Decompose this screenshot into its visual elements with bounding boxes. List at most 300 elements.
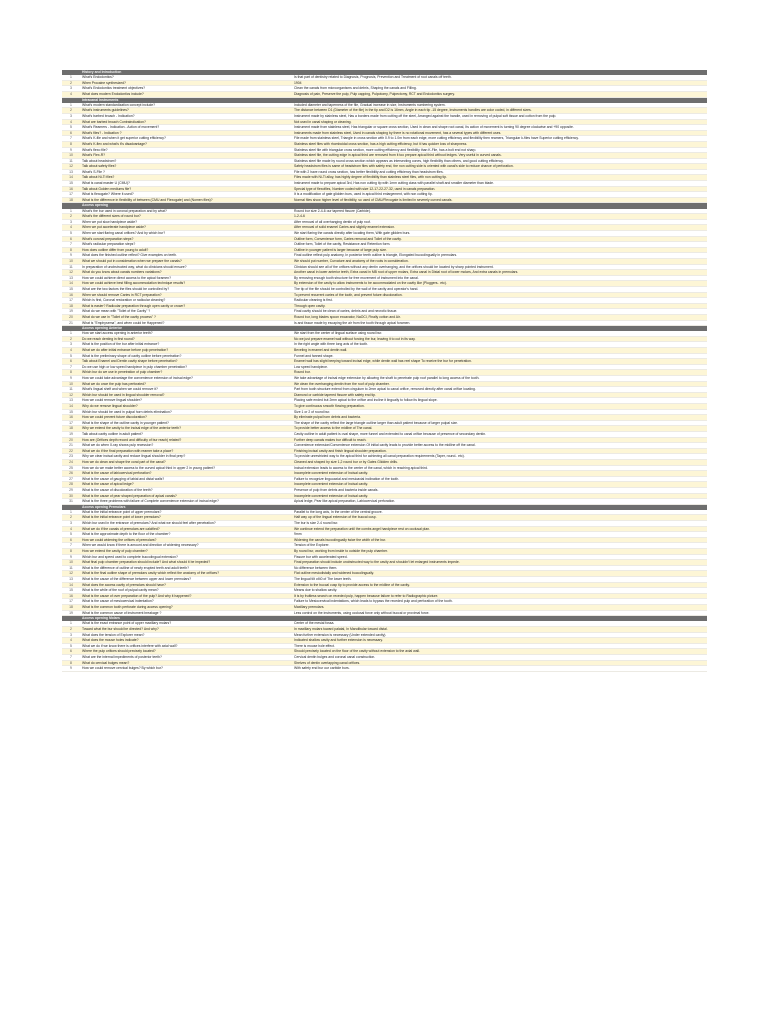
question-cell: What does the finished outline reflect? Give examples on teeth.: [82, 253, 177, 258]
row-number: 13: [69, 577, 73, 581]
answer-cell: Further deep canals makes bur difficult to reach.: [294, 437, 367, 442]
question-cell: How we could achieve direct access to the apical foramen?: [82, 275, 171, 280]
row-number: 5: [70, 231, 72, 235]
question-cell: What do cervical bulges mean?: [82, 660, 130, 665]
row-number: 15: [69, 286, 73, 291]
answer-cell: File with 2 have round cross section, has better flexibility and cutting efficiency than headstrom files.: [294, 169, 444, 174]
answer-cell: We start flaring the canals directly after locating them, With gate glidden burs.: [294, 231, 411, 235]
question-cell: Which is first, Coronal restoration or radicular cleaning?: [82, 298, 166, 303]
question-cell: How are (Orifices depth record and difficulty of bur reach) related?: [82, 437, 182, 442]
answer-cell: Convenience extension/Convenience extension Of initial cavity leads to provide better access to the midline off the canal.: [294, 443, 476, 448]
row-number: 14: [69, 175, 73, 180]
question-cell: In preparation of unobstructed way, what do clinicians should ensure?: [82, 264, 187, 269]
row-number: 23: [69, 454, 73, 459]
answer-cell: After removal of all overhanging dentin of pulp roof.: [294, 219, 371, 224]
row-number: 3: [70, 86, 72, 91]
answer-cell: Round bur, long blades spoon excavator, NaOCl, Finally cotton and Air.: [294, 314, 401, 319]
answer-cell: By round bur, working from inside to outside the pulp chamber.: [294, 549, 388, 554]
question-cell: Talk about Golden mediums file?: [82, 186, 132, 191]
row-number: 8: [70, 247, 72, 252]
row-number: 2: [70, 626, 72, 631]
question-cell: What is "Emphysema", and when could be Happened?: [82, 320, 165, 325]
section-title: History and Introduction: [82, 70, 122, 74]
row-number: 20: [69, 437, 73, 442]
row-number: 16: [69, 186, 73, 191]
answer-cell: Final outline reflect pulp anatomy, In posterior teeth outline is triangle, Elongated buccolingually in premolars.: [294, 253, 458, 258]
answer-cell: Indicated shallow cavity and further extension is necessary.: [294, 638, 383, 643]
question-cell: What's K-flex and what's it's disadvantage?: [82, 141, 147, 146]
row-number: 6: [70, 537, 72, 542]
question-cell: What is the shape of the outline cavity in younger patient?: [82, 420, 169, 425]
question-cell: What is the common tooth perforate during access opening?: [82, 604, 173, 609]
answer-cell: Stainless steel file made by round cross section which appears as intersecting cones, high flexibility than others, and good cutting efficiency.: [294, 158, 504, 163]
row-number: 5: [70, 532, 72, 537]
answer-cell: Final cavity should be clean of caries, debris and and necrotic tissue.: [294, 309, 398, 314]
answer-cell: Center of the mesial fossa.: [294, 621, 335, 626]
answer-cell: Clean the canals from microorganisms and debris, Shaping the canals and Filling.: [294, 86, 417, 91]
answer-cell: Low speed handpiece.: [294, 364, 328, 369]
answer-cell: Is that part of dentistry related to Diagnosis, Prognosis, Prevention and Treatment of root canals off teeth.: [294, 75, 452, 80]
row-number: 14: [69, 582, 73, 587]
question-cell: Which bur used in the entrance of premolars? And what we should feel after penetration?: [82, 521, 216, 526]
answer-cell: With safety end bur our carbide burs.: [294, 666, 350, 671]
row-number: 8: [70, 660, 72, 665]
row-number: 7: [70, 364, 72, 369]
question-cell: When we put slow handpiece aside?: [82, 219, 138, 224]
answer-cell: Stainless steel file, the cutting edge in apical third are removed from it too prepare apical third without ledges. Very useful in curved canals.: [294, 153, 502, 158]
row-number: 10: [69, 381, 73, 386]
qa-sheet: [62, 70, 707, 672]
row-number: 2: [70, 336, 72, 341]
row-number: 6: [70, 236, 72, 241]
answer-cell: Instrument made by stainless steel, Has a borders made from cutting off the steel, Arranged against the handle, used in removing of pulpal soft tissue and cotton from the pulp.: [294, 113, 557, 118]
row-number: 3: [70, 113, 72, 118]
row-number: 7: [70, 136, 72, 141]
answer-cell: No we just prepare enamel wall without forcing the bur, leaving it to cut in its way.: [294, 336, 416, 341]
question-cell: When we would know if there is amount and direction of widening necessary?: [82, 543, 199, 548]
row-number: 14: [69, 281, 73, 286]
question-cell: Where the pulp orifices should precisely located?: [82, 649, 156, 654]
answer-cell: Instrument made from stainless steel, Has triangular or square cross section, Used in clean and shape root canal, Its action of movement is turning 90 degree clockwise and +90 opposite.: [294, 125, 574, 130]
question-cell: What's flexo file?: [82, 147, 108, 152]
section-title: Access opening: [82, 203, 109, 208]
question-cell: What is canal master U (CMU)?: [82, 181, 130, 186]
row-number: 18: [69, 197, 73, 202]
row-number: 12: [69, 164, 73, 169]
question-cell: What is the cause of labiocervical perforation?: [82, 471, 152, 476]
answer-cell: To prevent recurrent caries of the tooth, and prevent future discoloration.: [294, 292, 403, 297]
answer-cell: Widening the canals buccolingually twice the width of the bur.: [294, 537, 386, 542]
question-cell: How we could remove cervical bulges? By which bur?: [82, 666, 163, 671]
row-number: 5: [70, 125, 72, 130]
question-cell: What's the different sizes of round bur?: [82, 214, 141, 219]
question-cell: What we do once the pulp has perforated?: [82, 381, 146, 386]
answer-cell: Less control on the instruments, using occlusal force only without buccal or proximal force.: [294, 610, 430, 615]
row-number: 26: [69, 471, 73, 476]
answer-cell: Not used in canal shaping or cleaning.: [294, 119, 352, 124]
row-number: 5: [70, 643, 72, 648]
question-cell: What are barbed broach Contraindication?: [82, 119, 146, 124]
question-cell: Which bur do we use in penetration of pulp chamber?: [82, 370, 163, 375]
answer-cell: Maxillary premolars.: [294, 604, 325, 609]
row-number: 18: [69, 303, 73, 308]
answer-cell: Diagnosis of pain, Preserve the pulp, Pulp capping, Pulpotomy, Pulpectomy, RCT and Endodontics surgery.: [294, 91, 455, 96]
question-cell: How we could take advantage the convenience extension of incisal edge?: [82, 376, 193, 381]
answer-cell: Size 1 or 2 of round bur.: [294, 409, 331, 414]
answer-cell: Instrument made to prepare apical 3rd, Has non cutting tip with 1mm cutting class with parallel shaft and smaller diameter than blade.: [294, 181, 494, 186]
row-number: 13: [69, 169, 73, 174]
answer-cell: 1904: [294, 80, 302, 85]
row-number: 30: [69, 493, 73, 498]
question-cell: Which bur should be used in lingual shoulder removal?: [82, 392, 165, 397]
question-cell: What is the cause of apical ledge?: [82, 482, 134, 487]
row-number: 15: [69, 588, 73, 593]
question-cell: What is the cause of discoloration of the teeth?: [82, 487, 153, 492]
row-number: 11: [69, 158, 73, 163]
question-cell: Talk about cavity outline in adult patient?: [82, 431, 143, 436]
answer-cell: Half way up of the lingual extension of the buccal cusp.: [294, 515, 377, 520]
row-number: 4: [70, 225, 72, 230]
section-title: Intracanal Instruments: [82, 97, 119, 102]
question-cell: What is flexogate? Where it used?: [82, 192, 134, 197]
answer-cell: Extension to the buccal cusp tip to provide access to the midline of the cavity.: [294, 582, 410, 587]
row-number: 1: [70, 102, 72, 107]
question-cell: What does the mouse holes indicate?: [82, 638, 139, 643]
row-number: 13: [69, 398, 73, 403]
row-number: 21: [69, 320, 73, 325]
question-cell: What's S-File ?: [82, 169, 105, 174]
answer-cell: Incomplete convenient extension of Incisal cavity.: [294, 493, 369, 498]
answer-cell: Tension of the Explorer.: [294, 543, 330, 548]
answer-cell: It is a modification of gate glidden burs, used in apical third enlargement, with non cutting tip.: [294, 192, 433, 197]
question-cell: What is the exact entrance point of upper maxillary molars?: [82, 621, 172, 626]
row-number: 10: [69, 560, 73, 565]
question-cell: What do we mean with "Toilet of the Cavity" ?: [82, 309, 151, 314]
question-cell: What's Reamers - Indication - Action of movement?: [82, 125, 160, 130]
question-cell: What's Flex-R?: [82, 153, 106, 158]
question-cell: What's Endodontics treatment objectives?: [82, 86, 146, 91]
section-title: Access opening Anterior: [82, 326, 123, 331]
question-cell: What do you know about canals numbers variations?: [82, 270, 162, 275]
question-cell: What we do if we know there is orifices interfere with axial wall?: [82, 643, 178, 648]
row-number: 29: [69, 487, 73, 492]
answer-cell: Fissure bur with accelerated speed.: [294, 554, 348, 559]
question-cell: What is the difference in flexibility of between (CMU and Flexogate) and (Nomen files)?: [82, 197, 213, 202]
answer-cell: There is mouse hole effect.: [294, 643, 335, 648]
row-number: 6: [70, 649, 72, 654]
question-cell: Which bur should be used in pulpal horn debris elimination?: [82, 409, 172, 414]
answer-cell: The bur is size 2-4 round bur.: [294, 521, 339, 526]
answer-cell: Failure to recognize linguoaxial and mesioaxial inclination of the tooth.: [294, 476, 400, 481]
question-cell: What is the while of the roof of pulpal cavity mean?: [82, 588, 159, 593]
question-cell: Do we reach denting in first round?: [82, 336, 135, 341]
row-number: 9: [70, 147, 72, 152]
question-cell: How we extend the cavity of pulp chamber?: [82, 549, 148, 554]
answer-cell: The tip of the file should be controlled by the wall of the cavity and operator's hand.: [294, 286, 419, 291]
answer-cell: 1-2-4-6: [294, 214, 305, 219]
row-number: 2: [70, 80, 72, 85]
question-cell: When we put accelerate handpiece aside?: [82, 225, 146, 230]
row-number: 1: [70, 331, 72, 336]
answer-cell: Should precisely located on the floor of the cavity without extension to the axial wall.: [294, 649, 420, 654]
row-number: 4: [70, 348, 72, 353]
answer-cell: Another canal in lower anterior teeth, Extra canal in MB root of upper molars, Extra canal in Distal root of lower molars, And extra canals in premolars.: [294, 270, 519, 275]
answer-cell: To provide better access to the midline of The canal.: [294, 426, 373, 431]
answer-cell: Stainless steel files with rhomboidal cross section, has a high cutting efficiency, but it has quicker loss of sharpness.: [294, 141, 468, 146]
answer-cell: Placing safe ended but 2mm apical to the orifice and incline it lingually to follow its lingual slope.: [294, 398, 438, 403]
question-cell: What is the three problems with failure of Complete convenience extension of incisal edge?: [82, 499, 219, 504]
answer-cell: Beveling in enamel and dentin wall.: [294, 348, 348, 353]
row-number: 10: [69, 153, 73, 158]
answer-cell: Means due to shallow cavity.: [294, 588, 338, 593]
answer-cell: No difference between them.: [294, 565, 338, 570]
question-cell: What's coronal preparation steps?: [82, 236, 134, 241]
question-cell: What is the cause of pear shaped preparation of apical canals?: [82, 493, 177, 498]
row-number: 16: [69, 415, 73, 420]
row-number: 22: [69, 448, 73, 453]
row-number: 4: [70, 638, 72, 643]
row-number: 19: [69, 610, 73, 615]
question-cell: What are the two factors the files should be controlled by?: [82, 286, 170, 291]
question-cell: What we do if the final preparation with reamer take a place?: [82, 448, 174, 453]
row-number: 6: [70, 359, 72, 364]
row-number: 9: [70, 253, 72, 258]
answer-cell: To provide unrestricted way to the apical third for achieving all canal preparation requirements (Taper, round.. etc).: [294, 454, 465, 459]
question-cell: What is the initial entrance point of lower premolars?: [82, 515, 161, 520]
question-cell: What is the final outline shape of premolars cavity which reflect the anatomy of the orifices?: [82, 571, 220, 576]
row-number: 8: [70, 141, 72, 146]
question-cell: What is the cause of the difference between upper and lower premolars?: [82, 577, 192, 581]
row-number: 12: [69, 270, 73, 275]
question-cell: Talk about headstrom?: [82, 158, 117, 163]
row-number: 19: [69, 309, 73, 314]
answer-cell: Mean further extension is necessary (Under extended cavity).: [294, 632, 387, 637]
answer-cell: Outline in younger patient is larger because of large pulp size.: [294, 247, 387, 252]
row-number: 19: [69, 431, 73, 436]
answer-cell: File made from stainless steel, Triangle in cross section with 0.9 to 1.0m from each edge, more cutting efficiency and flexibility then reamers, Triangular k-files have Superior cutting efficiency.: [294, 136, 579, 141]
answer-cell: In the right angle with three long axis of the tooth.: [294, 342, 369, 347]
row-number: 6: [70, 130, 72, 135]
answer-cell: Round bur size 2-4-6 our tapered fissure (Carbide).: [294, 208, 371, 213]
question-cell: What we do when X-ray shows pulp recession?: [82, 443, 154, 448]
question-cell: How does outline differ from young to adult?: [82, 247, 149, 252]
row-number: 3: [70, 342, 72, 347]
row-number: 28: [69, 482, 73, 487]
answer-cell: It is by fruitless search on receded pulp, happen because failure to refer to Radiographic picture.: [294, 593, 439, 598]
section-title: Access opening Premolars: [82, 504, 126, 509]
row-number: 2: [70, 214, 72, 219]
question-cell: How we do we make better access to the curved apical third in upper 2 in young patient?: [82, 465, 216, 470]
row-number: 3: [70, 521, 72, 526]
row-number: 11: [69, 565, 73, 570]
row-number: 17: [69, 420, 73, 425]
question-cell: What is the position of the bur after initial entrance?: [82, 342, 160, 347]
question-cell: What is the difference of outline of newly erupted teeth and adult teeth?: [82, 565, 190, 570]
answer-cell: Normal files show higher level of flexibility, so used of CMU/Flexogate is limited in severely curved canals.: [294, 197, 453, 202]
row-number: 20: [69, 314, 73, 319]
question-cell: What we do if the canals of premolars are calcified?: [82, 526, 160, 531]
row-number: 9: [70, 376, 72, 381]
question-cell: How we could prevent future discoloration?: [82, 415, 147, 420]
question-cell: Talk about Ni-Ti files?: [82, 175, 115, 180]
row-number: 12: [69, 571, 73, 576]
question-cell: Which bur and speed used to complete buccolingual extension?: [82, 554, 178, 559]
question-cell: Why we extend the cavity to the incisal edge of the anterior teeth?: [82, 426, 181, 431]
row-number: 14: [69, 404, 73, 408]
answer-cell: We take advantage of incisal edge extension by allowing the shaft to penetrate pulp roof parallel to long access of the tooth.: [294, 376, 480, 381]
answer-cell: Incomplete convenient extension of Incisal cavity.: [294, 482, 369, 487]
question-cell: What's files? - Indication ?: [82, 130, 122, 135]
answer-cell: By eliminate pulpal horn debris and bacteria.: [294, 415, 361, 420]
answer-cell: Included diameter and taperness of the file, Gradual increase in size, Instruments numbering system.: [294, 102, 446, 107]
question-cell: What is the common cause of instrument breakage ?: [82, 610, 162, 615]
row-number: 17: [69, 298, 73, 303]
answer-cell: Incomplete convenient extension of Incisal cavity.: [294, 471, 369, 476]
row-number: 8: [70, 370, 72, 375]
question-cell: How we could achieve best filling accommodation technique results?: [82, 281, 186, 286]
answer-cell: Instruments made from stainless steel, Used in canals shaping by there is no rotational movement, has a several types with different uses.: [294, 130, 502, 135]
answer-cell: Special type of flexofiles, Number coded with size 12-17-22-27-32, used in canals preparation.: [294, 186, 436, 191]
answer-cell: We start from the center of lingual surface using round bur.: [294, 331, 383, 336]
row-number: 17: [69, 192, 73, 197]
answer-cell: Parallel to the long axis, In the center of the central groove.: [294, 509, 383, 514]
answer-cell: By removing enough tooth structure for free movement of instrument into the canal.: [294, 275, 419, 280]
question-cell: What's K-file and when it get superior cutting efficiency?: [82, 136, 166, 141]
question-cell: What is the approximate depth to the floor of the chamber?: [82, 532, 171, 537]
answer-cell: We clean the overhanging dentin from the roof of pulp chamber.: [294, 381, 390, 386]
answer-cell: Cleaned and shaped by size 1,2 round bur or by Gates Glidden drills.: [294, 459, 398, 464]
row-number: 16: [69, 593, 73, 598]
row-number: 4: [70, 91, 72, 96]
answer-cell: By extension of the cavity to allow instruments to be accommodated on the cavity like (Pluggers.. etc).: [294, 281, 447, 286]
answer-cell: Clinician should see all of the orifices without any dentin overhanging, and the orifices should be located by sharp pointed instrument.: [294, 264, 494, 269]
question-cell: What is the preliminary shape of cavity outline before penetration?: [82, 353, 182, 358]
row-number: 15: [69, 409, 73, 414]
answer-cell: Radicular cleaning is first.: [294, 298, 333, 303]
question-cell: What is the cause of mesiocervical indentation?: [82, 599, 154, 604]
answer-cell: The shape of the cavity reflect the large triangle outline larger than adult patient because of larger pulpal size.: [294, 420, 458, 425]
answer-cell: Safety headstrom files is same of headstrom files with safety end, the non cutting side is oriented with canal's side to reduce chance of perforation.: [294, 164, 514, 169]
question-cell: Why do we remove lingual shoulder?: [82, 404, 138, 408]
question-cell: How we could widening the orifices of premolars?: [82, 537, 157, 542]
answer-cell: Cervical dentin bulges and coronal canal construction.: [294, 654, 376, 659]
answer-cell: We should put number, Curvature and anatomy of the roots in consideration.: [294, 258, 409, 263]
answer-cell: Round bur.: [294, 370, 311, 375]
question-cell: When we start flaring canal orifices? And by which bur?: [82, 231, 166, 235]
answer-cell: We continue extend the preparation until the combs angel handpiece rest on occlusal plan.: [294, 526, 431, 531]
row-number: 10: [69, 258, 73, 263]
answer-cell: 9mm: [294, 532, 302, 537]
answer-cell: Part from tooth structure extend from cingulum to 2mm apical to canal orifice, removed directly after canal orifice locating.: [294, 387, 476, 392]
row-number: 2: [70, 515, 72, 520]
answer-cell: Outline form, Toilet of the cavity, Resistance and Retention form.: [294, 242, 391, 247]
answer-cell: Is and tissue made by escaping the air from the tooth through apical foramen.: [294, 320, 411, 325]
row-number: 11: [69, 264, 73, 269]
table-row: [62, 666, 707, 672]
question-cell: When we should remove Caries in RCT preparation?: [82, 292, 162, 297]
answer-cell: The lingual tilt of40 of The lower teeth.: [294, 577, 352, 581]
row-number: 9: [70, 666, 72, 671]
row-number: 16: [69, 292, 73, 297]
row-number: 15: [69, 181, 73, 186]
answer-cell: In maxillary molars toward palatal, In Mandibular toward distal.: [294, 626, 388, 631]
question-cell: What does the access cavity of premolars should have?: [82, 582, 166, 587]
question-cell: What does the tension of Explorer mean?: [82, 632, 145, 637]
row-number: 3: [70, 632, 72, 637]
question-cell: What do we use in "Toilet of the cavity process" ?: [82, 314, 156, 319]
row-number: 3: [70, 219, 72, 224]
answer-cell: Finishing incisal cavity and finish lingual shoulder preparation.: [294, 448, 387, 453]
question-cell: What we should put in consideration when we prepare the canals?: [82, 258, 182, 263]
row-number: 1: [70, 509, 72, 514]
row-number: 24: [69, 459, 73, 464]
question-cell: What we do after initial entrance before pulp penetration?: [82, 348, 169, 353]
question-cell: What are the internal impediments of posterior teeth?: [82, 654, 162, 659]
answer-cell: Enamel wall has slight beeping toward incisal edge, while dentin wall has reel shape To receive the bur for penetration.: [294, 359, 472, 364]
answer-cell: Flat outline mesiodistally and widened buccolingually.: [294, 571, 375, 576]
row-number: 25: [69, 465, 73, 470]
question-cell: What is the cause of over preparation of the pulp? And why it happened?: [82, 593, 192, 598]
row-number: 5: [70, 353, 72, 358]
row-number: 18: [69, 604, 73, 609]
row-number: 11: [69, 387, 73, 392]
answer-cell: To give continuous smooth flowing preparation.: [294, 404, 365, 408]
row-number: 7: [70, 654, 72, 659]
question-cell: What's modern standardization concept include?: [82, 102, 156, 107]
question-cell: How we start access opening in anterior teeth?: [82, 331, 153, 336]
row-number: 1: [70, 75, 72, 80]
question-cell: How we could remove lingual shoulder?: [82, 398, 142, 403]
row-number: 27: [69, 476, 73, 481]
row-number: 18: [69, 426, 73, 431]
row-number: 9: [70, 554, 72, 559]
question-cell: What is easier? Radicular preparation through open cavity or crown?: [82, 303, 186, 308]
question-cell: What's instruments guidelines?: [82, 108, 129, 113]
question-cell: What's lingual shelf and when we could remove it?: [82, 387, 158, 392]
row-number: 4: [70, 119, 72, 124]
question-cell: What's barbed broach - Indication?: [82, 113, 135, 118]
row-number: 8: [70, 549, 72, 554]
row-number: 1: [70, 621, 72, 626]
row-number: 13: [69, 275, 73, 280]
answer-cell: Final preparation should include unobstructed way to the cavity and shouldn't let enlarged instruments impede.: [294, 560, 460, 565]
answer-cell: The distance between D1 (Diameter of the file) in the tip and D2 is 16mm, Angle in each tip -15 degree, Instruments handles are color coded, in different sizes.: [294, 108, 532, 113]
question-cell: When Procaine synthesized?: [82, 80, 126, 85]
row-number: 4: [70, 526, 72, 531]
question-cell: What is the cause of gauging of labial and distal walls?: [82, 476, 165, 481]
answer-cell: Files made with Ni-Ti alloy, has highly degree of flexibility than stainless steel files, with non cutting tip.: [294, 175, 448, 180]
answer-cell: Stainless steel file with triangular cross section, more cutting efficiency and flexibility than K-File, has a bolt end not sharp.: [294, 147, 477, 152]
answer-cell: Funnel and fanned shape.: [294, 353, 334, 358]
question-cell: Talk about safety files?: [82, 164, 117, 169]
answer-cell: Presence of pulp from debris and bacteria inside canals.: [294, 487, 379, 492]
row-number: 12: [69, 392, 73, 397]
answer-cell: Incisal extension leads to access to the center of the canal, which in reaching apical third.: [294, 465, 429, 470]
question-cell: What does modern Endodontics include?: [82, 91, 144, 96]
row-number: 7: [70, 543, 72, 548]
row-number: 1: [70, 208, 72, 213]
question-cell: What's Endodontics?: [82, 75, 114, 80]
row-number: 7: [70, 242, 72, 247]
answer-cell: Cavity outline in adult patient is oval shape, more funnel and extended to canal orifice because of presence of secondary dentin.: [294, 431, 487, 436]
question-cell: Talk about Enamel and Dentin cavity shape before penetration?: [82, 359, 178, 364]
section-title: Access opening Molars: [82, 616, 120, 621]
row-number: 21: [69, 443, 73, 448]
answer-cell: Failure to Mesiocervical indentations, which leads to bypass the receded pulp and perforation of the tooth.: [294, 599, 453, 604]
answer-cell: Diamond or carbide tapered fissure with safety end tip.: [294, 392, 376, 397]
row-number: 31: [69, 499, 73, 504]
answer-cell: Shelves of dentin overlapping canal orifices.: [294, 660, 361, 665]
